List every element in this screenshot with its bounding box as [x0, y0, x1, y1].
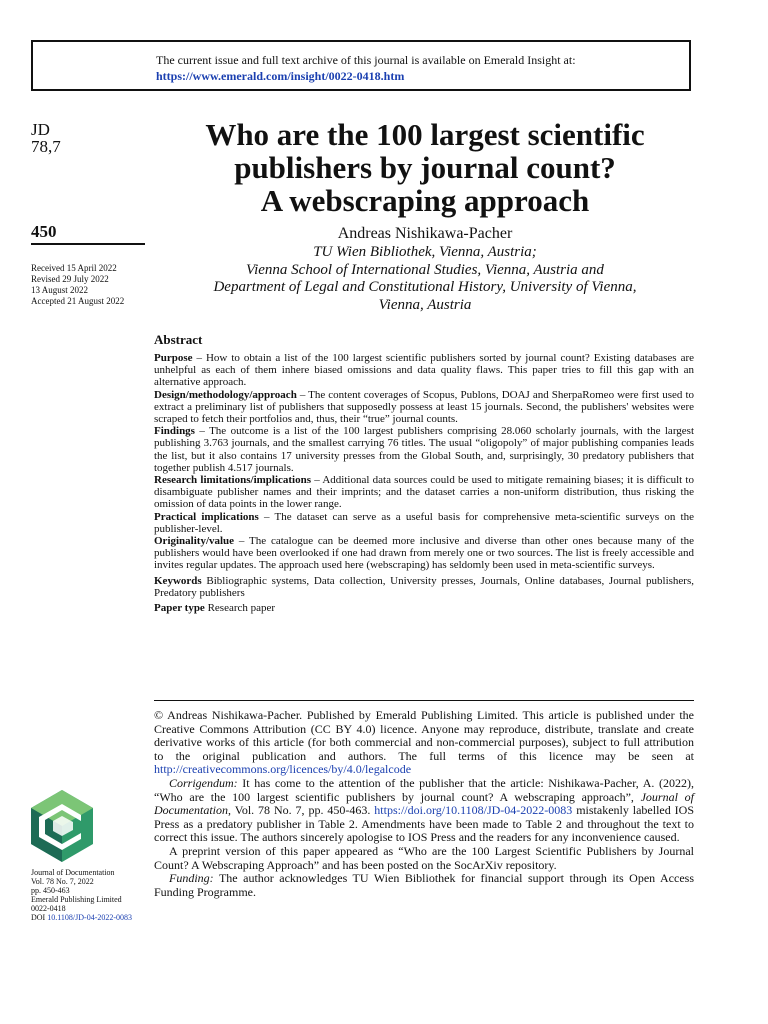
corrigendum-text: It has come to the attention of the publisher that the article: Nishikawa-Pacher, A. (2022), “Who are the 100 largest scientific publishers by journal count? A webscraping approach”, [154, 775, 694, 804]
abstract-practical [154, 511, 694, 535]
copyright-notice [154, 709, 694, 777]
volume-issue: 78,7 [31, 137, 61, 156]
keywords-text: Bibliographic systems, Data collection, University presses, Journals, Online databases, Journal publishers, Predatory publishers [154, 574, 694, 599]
meta-doi [31, 914, 132, 923]
affiliation-line: Vienna, Austria [378, 296, 472, 313]
copyright-text: © Andreas Nishikawa-Pacher. Published by Emerald Publishing Limited. This article is published under the Creative Commons Attribution (CC BY 4.0) licence. Anyone may reproduce, distribute, translate and create derivative works of this article (for both commercial and non-commercial purposes), subject to full attribution to the original publication and authors. The full terms of this licence may be seen at [154, 708, 694, 763]
section-text: – The catalogue can be deemed more inclusive and diverse than other ones because many of the publishers would have been overlooked if one had drawn from merely one or two sources. The list is freely accessible and invites regular updates. The approach used here (webscraping) has seldomly been used in meta-scientific surveys. [154, 535, 694, 572]
meta-issn: 0022-0418 [31, 903, 66, 913]
journal-code [31, 121, 61, 155]
section-text: – Additional data sources could be used to mitigate remaining biases; it is difficult to disambiguate publisher names and their imprints; and the dataset carries a non-uniform distribution, thus risking the omission of data points in the lower range. [154, 474, 694, 511]
paper-type [154, 602, 694, 614]
affiliation-line: TU Wien Bibliothek, Vienna, Austria; [313, 244, 537, 260]
corrigendum-label: Corrigendum: [169, 775, 238, 790]
meta-doi-link[interactable]: 10.1108/JD-04-2022-0083 [47, 912, 133, 922]
meta-volume: Vol. 78 No. 7, 2022 [31, 876, 94, 886]
notice-text: The current issue and full text archive of this journal is available on Emerald Insight at: [156, 53, 576, 67]
author-name: Andreas Nishikawa-Pacher [337, 225, 513, 242]
footnote-divider [154, 700, 694, 701]
keywords-label: Keywords [154, 574, 202, 587]
abstract-limitations [154, 474, 694, 511]
journal-abbr: JD [31, 120, 50, 139]
section-text: – The content coverages of Scopus, Publons, DOAJ and SherpaRomeo were first used to extract a preliminary list of publishers that supposedly possess at least 15 journals. Second, the publishers' websites were scraped to fetch their portfolios and, thus, their “true” journal counts. [154, 388, 694, 426]
corrigendum-journal: Journal of Documentation [154, 789, 694, 818]
title-line: publishers by journal count? [234, 150, 616, 185]
paper-type-text: Research paper [204, 602, 276, 615]
abstract-findings [154, 425, 694, 474]
date-revised-2: 13 August 2022 [31, 285, 89, 295]
funding-label: Funding: [169, 871, 214, 886]
section-text: – The dataset can serve as a useful basis for comprehensive meta-scientific surveys on the publisher-level. [154, 510, 694, 535]
date-received: Received 15 April 2022 [31, 263, 117, 273]
corrigendum [154, 777, 694, 845]
funding-note [154, 872, 694, 899]
journal-metadata [31, 869, 132, 922]
doi-label: DOI [31, 912, 48, 922]
title-line: Who are the 100 largest scientific [205, 117, 645, 152]
page-number: 450 [31, 222, 57, 241]
section-text: – How to obtain a list of the 100 largest scientific publishers sorted by journal count? Existing databases are unhelpful as each of them inhere biased omissions and data quality flaws. This paper tries to fill this gap with an alternative approach. [154, 352, 694, 389]
journal-url-link[interactable]: https://www.emerald.com/insight/0022-0418.htm [156, 69, 405, 83]
abstract-section [154, 332, 694, 614]
abstract-originality [154, 535, 694, 572]
affiliation-line: Vienna School of International Studies, Vienna, Austria and [246, 261, 604, 278]
section-label: Originality/value [154, 535, 235, 548]
paper-type-label: Paper type [154, 602, 205, 615]
corrigendum-text: , Vol. 78 No. 7, pp. 450-463. [228, 803, 375, 818]
section-label: Practical implications [154, 510, 259, 523]
sidebar-divider [31, 243, 145, 245]
section-label: Design/methodology/approach [154, 388, 297, 401]
doi-link[interactable]: https://doi.org/10.1108/JD-04-2022-0083 [374, 803, 573, 818]
front-matter-notes [154, 709, 694, 899]
section-label: Findings [154, 425, 195, 438]
section-label: Purpose [154, 352, 193, 364]
affiliation-line: Department of Legal and Constitutional History, University of Vienna, [213, 279, 637, 295]
meta-pages: pp. 450-463 [31, 885, 70, 895]
title-line: A webscraping approach [260, 183, 590, 218]
article-dates [31, 263, 124, 307]
licence-link[interactable]: http://creativecommons.org/licences/by/4.0/legalcode [154, 762, 412, 777]
funding-text: The author acknowledges TU Wien Bibliothek for financial support through its Open Access Funding Programme. [154, 871, 694, 899]
abstract-design [154, 389, 694, 426]
paper-title [155, 118, 695, 217]
abstract-heading: Abstract [154, 332, 203, 347]
keywords [154, 575, 694, 599]
meta-publisher: Emerald Publishing Limited [31, 894, 122, 904]
section-label: Research limitations/implications [154, 474, 312, 487]
abstract-purpose [154, 352, 694, 389]
preprint-note: A preprint version of this paper appeared as “Who are the 100 Largest Scientific Publishers by Journal Count? A Webscraping Approach” and has been posted on the SocArXiv repository. [154, 843, 694, 872]
journal-availability-notice [31, 40, 691, 91]
author-affiliations [155, 244, 695, 314]
open-access-c-logo-icon [31, 790, 93, 862]
section-text: – The outcome is a list of the 100 largest publishers comprising 28.060 scholarly journals, with the largest publishing 3.763 journals, and the smallest carrying 76 titles. The usual “oligopoly” of major publishing companies leads the list, but it also contains 17 university presses from the Global South, and, surprisingly, 30 predatory publishers that together publish 4.517 journals. [154, 425, 694, 474]
date-revised: Revised 29 July 2022 [31, 274, 109, 284]
meta-journal: Journal of Documentation [31, 868, 115, 877]
date-accepted: Accepted 21 August 2022 [31, 296, 125, 306]
corrigendum-text: mistakenly labelled IOS Press as a predatory publisher in Table 2. Amendments have been made to Table 2 and throughout the text to correct this issue. The authors sincerely apologise to IOS Press and the readers for any inconvenience caused. [154, 803, 694, 845]
